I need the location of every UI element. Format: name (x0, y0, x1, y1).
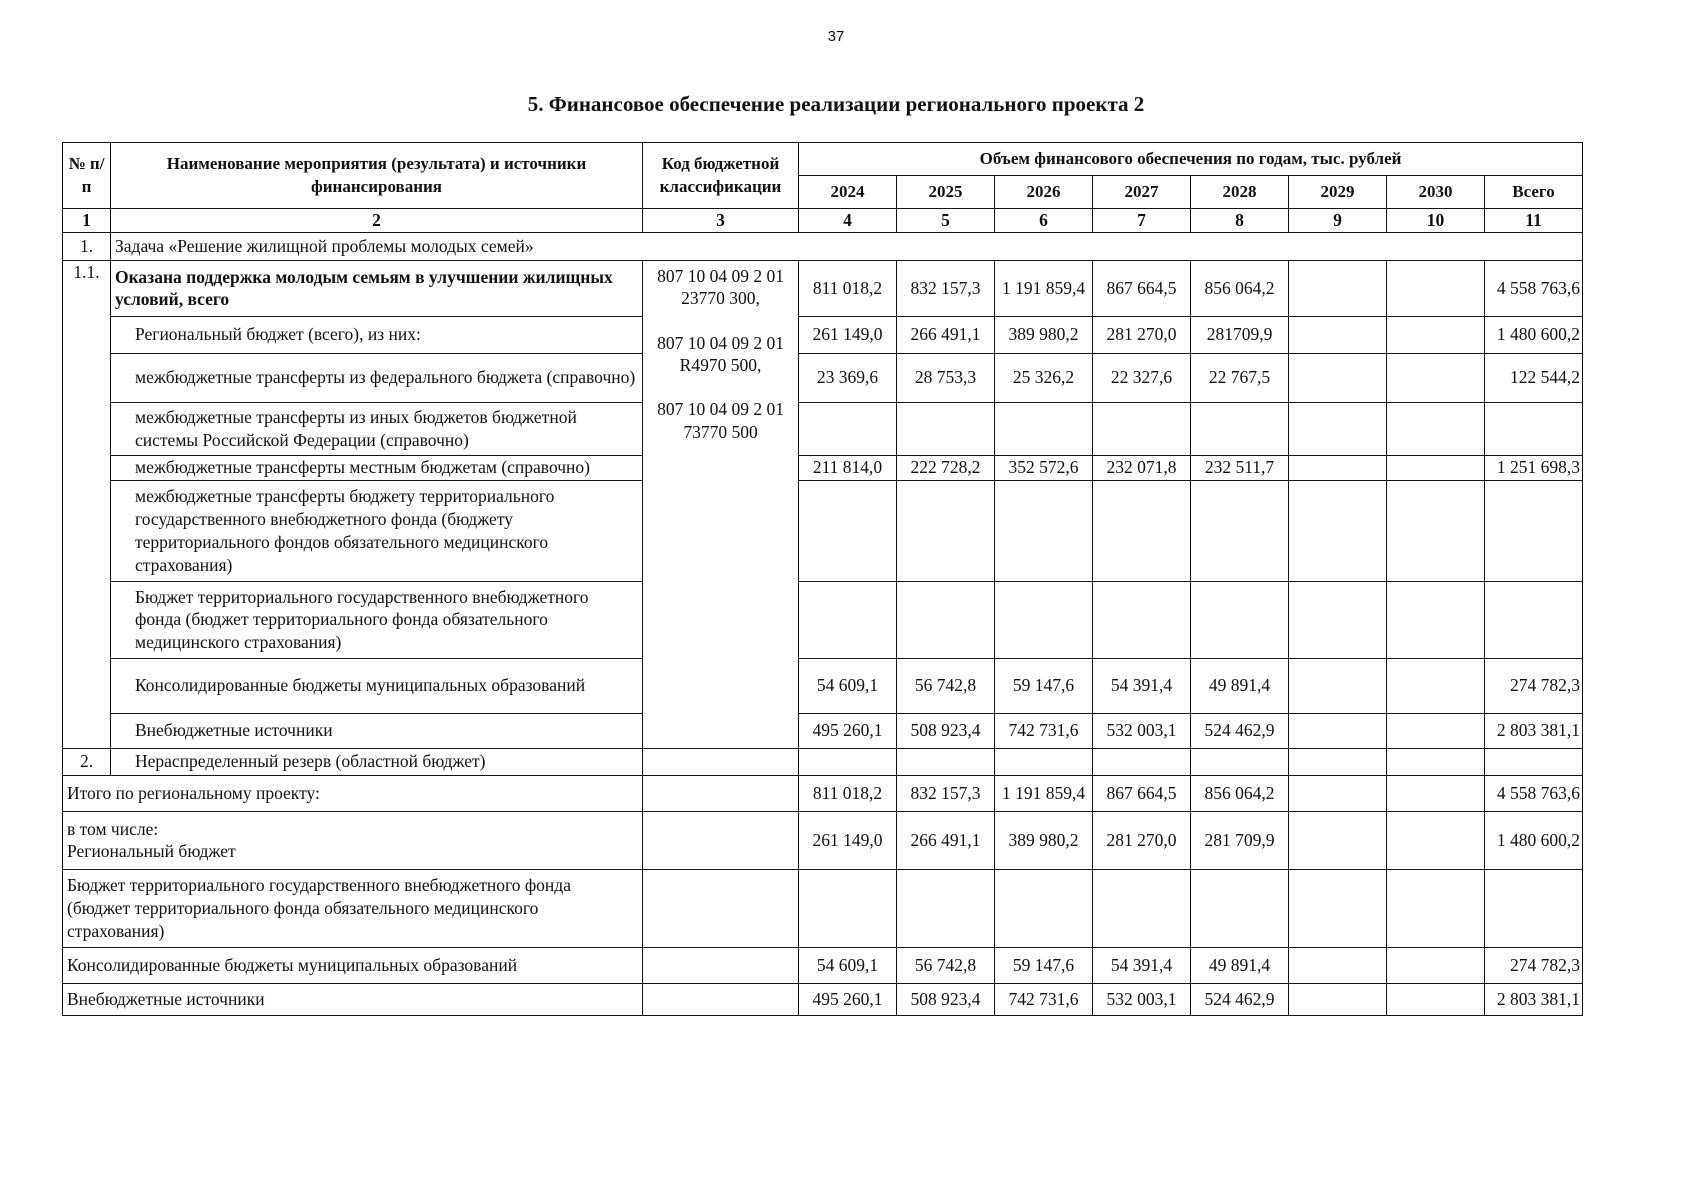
value-cell (1191, 480, 1289, 581)
value-cell: 832 157,3 (897, 775, 995, 811)
value-cell (1387, 869, 1485, 947)
column-number: 8 (1191, 209, 1289, 233)
value-cell (1289, 455, 1387, 480)
value-cell: 54 391,4 (1093, 658, 1191, 713)
value-cell: 22 767,5 (1191, 353, 1289, 402)
value-cell (799, 480, 897, 581)
value-cell (995, 869, 1093, 947)
value-cell: 1 191 859,4 (995, 775, 1093, 811)
value-cell (897, 581, 995, 658)
value-cell: 54 609,1 (799, 947, 897, 983)
value-cell (1191, 402, 1289, 455)
total-name-line: в том числе: (67, 818, 159, 839)
row-name: межбюджетные трансферты из иных бюджетов бюджетной системы Российской Федерации (справочно) (111, 402, 643, 455)
value-cell: 232 511,7 (1191, 455, 1289, 480)
total-cell: 1 251 698,3 (1485, 455, 1583, 480)
table-row (63, 353, 1583, 402)
value-cell: 281709,9 (1191, 316, 1289, 353)
value-cell: 28 753,3 (897, 353, 995, 402)
total-name: Внебюджетные источники (63, 983, 643, 1015)
column-number: 4 (799, 209, 897, 233)
total-cell: 2 803 381,1 (1485, 713, 1583, 748)
value-cell (1387, 811, 1485, 869)
total-name (63, 811, 643, 869)
value-cell (1289, 811, 1387, 869)
total-cell: 274 782,3 (1485, 947, 1583, 983)
value-cell (1387, 658, 1485, 713)
value-cell: 54 391,4 (1093, 947, 1191, 983)
value-cell: 59 147,6 (995, 947, 1093, 983)
row-name: межбюджетные трансферты местным бюджетам (справочно) (111, 455, 643, 480)
value-cell: 867 664,5 (1093, 260, 1191, 316)
row-name: Консолидированные бюджеты муниципальных образований (111, 658, 643, 713)
value-cell (995, 581, 1093, 658)
value-cell: 811 018,2 (799, 775, 897, 811)
budget-code: 807 10 04 09 2 01 R4970 500, (657, 332, 784, 375)
row-number: 2. (63, 748, 111, 775)
value-cell: 532 003,1 (1093, 983, 1191, 1015)
value-cell: 495 260,1 (799, 713, 897, 748)
value-cell (1289, 658, 1387, 713)
value-cell: 856 064,2 (1191, 775, 1289, 811)
row-number: 1.1. (63, 260, 111, 748)
value-cell (1387, 316, 1485, 353)
value-cell (1289, 869, 1387, 947)
row-number: 1. (63, 232, 111, 260)
table-row (63, 480, 1583, 581)
value-cell: 832 157,3 (897, 260, 995, 316)
value-cell: 281 270,0 (1093, 811, 1191, 869)
total-cell (1485, 480, 1583, 581)
page-number: 37 (827, 28, 845, 45)
total-cell (1485, 402, 1583, 455)
value-cell: 59 147,6 (995, 658, 1093, 713)
column-number: 1 (63, 209, 111, 233)
value-cell: 867 664,5 (1093, 775, 1191, 811)
header-year: 2027 (1093, 176, 1191, 209)
value-cell (1289, 260, 1387, 316)
value-cell (897, 869, 995, 947)
value-cell (1289, 402, 1387, 455)
total-cell: 274 782,3 (1485, 658, 1583, 713)
value-cell: 389 980,2 (995, 811, 1093, 869)
value-cell: 1 191 859,4 (995, 260, 1093, 316)
value-cell: 49 891,4 (1191, 947, 1289, 983)
value-cell: 811 018,2 (799, 260, 897, 316)
value-cell (1289, 353, 1387, 402)
value-cell (1387, 947, 1485, 983)
value-cell: 22 327,6 (1093, 353, 1191, 402)
total-name: Бюджет территориального государственного внебюджетного фонда (бюджет территориального фонда обязательного медицинского страхования) (63, 869, 643, 947)
table-row (63, 581, 1583, 658)
value-cell (995, 480, 1093, 581)
value-cell (1387, 260, 1485, 316)
table-row (63, 402, 1583, 455)
value-cell (897, 480, 995, 581)
value-cell (1289, 316, 1387, 353)
value-cell (1289, 713, 1387, 748)
value-cell (1387, 480, 1485, 581)
column-number: 5 (897, 209, 995, 233)
value-cell: 495 260,1 (799, 983, 897, 1015)
value-cell: 524 462,9 (1191, 983, 1289, 1015)
row-name: Внебюджетные источники (111, 713, 643, 748)
row-name: Региональный бюджет (всего), из них: (111, 316, 643, 353)
value-cell: 222 728,2 (897, 455, 995, 480)
value-cell (1289, 581, 1387, 658)
value-cell (897, 402, 995, 455)
value-cell (1093, 480, 1191, 581)
value-cell: 25 326,2 (995, 353, 1093, 402)
value-cell (799, 581, 897, 658)
value-cell: 524 462,9 (1191, 713, 1289, 748)
column-number: 11 (1485, 209, 1583, 233)
table-row (63, 658, 1583, 713)
value-cell: 49 891,4 (1191, 658, 1289, 713)
total-cell (1485, 869, 1583, 947)
value-cell: 389 980,2 (995, 316, 1093, 353)
value-cell (1093, 402, 1191, 455)
total-name-line: Региональный бюджет (67, 841, 236, 862)
value-cell (1289, 947, 1387, 983)
total-row (63, 775, 1583, 811)
total-cell: 2 803 381,1 (1485, 983, 1583, 1015)
header-volume: Объем финансового обеспечения по годам, тыс. рублей (799, 143, 1583, 176)
total-row (63, 869, 1583, 947)
value-cell: 211 814,0 (799, 455, 897, 480)
column-number: 9 (1289, 209, 1387, 233)
financing-table (62, 142, 1583, 1016)
value-cell (1387, 713, 1485, 748)
header-no: № п/п (63, 143, 111, 209)
header-total: Всего (1485, 176, 1583, 209)
value-cell (1387, 402, 1485, 455)
value-cell: 281 709,9 (1191, 811, 1289, 869)
total-cell (1485, 581, 1583, 658)
total-cell: 4 558 763,6 (1485, 260, 1583, 316)
column-number: 2 (111, 209, 643, 233)
total-row (63, 811, 1583, 869)
value-cell: 54 609,1 (799, 658, 897, 713)
header-year: 2025 (897, 176, 995, 209)
row-name: межбюджетные трансферты бюджету территориального государственного внебюджетного фонда (бюджету территориального фондов обязательного медицинского страхования) (111, 480, 643, 581)
budget-code: 807 10 04 09 2 01 23770 300, (657, 265, 784, 309)
column-number: 7 (1093, 209, 1191, 233)
value-cell (1289, 983, 1387, 1015)
value-cell: 532 003,1 (1093, 713, 1191, 748)
value-cell (799, 402, 897, 455)
value-cell (1387, 775, 1485, 811)
reserve-row (63, 748, 1583, 775)
total-name: Консолидированные бюджеты муниципальных образований (63, 947, 643, 983)
row-name: Нераспределенный резерв (областной бюджет) (111, 748, 643, 775)
value-cell: 281 270,0 (1093, 316, 1191, 353)
value-cell: 261 149,0 (799, 811, 897, 869)
value-cell: 352 572,6 (995, 455, 1093, 480)
column-number: 3 (643, 209, 799, 233)
header-code: Код бюджетной классификации (643, 143, 799, 209)
column-number: 10 (1387, 209, 1485, 233)
value-cell (1093, 869, 1191, 947)
value-cell (1387, 455, 1485, 480)
task-row (63, 232, 1583, 260)
value-cell: 261 149,0 (799, 316, 897, 353)
budget-code: 807 10 04 09 2 01 73770 500 (657, 399, 784, 442)
row-name: Оказана поддержка молодым семьям в улучшении жилищных условий, всего (111, 260, 643, 316)
table-row (63, 713, 1583, 748)
budget-code-cell (643, 260, 799, 748)
row-name: межбюджетные трансферты из федерального бюджета (справочно) (111, 353, 643, 402)
header-year: 2029 (1289, 176, 1387, 209)
column-number: 6 (995, 209, 1093, 233)
table-row (63, 260, 1583, 316)
table-row (63, 455, 1583, 480)
value-cell: 266 491,1 (897, 811, 995, 869)
value-cell (1093, 581, 1191, 658)
value-cell (1191, 581, 1289, 658)
header-year: 2026 (995, 176, 1093, 209)
total-cell: 1 480 600,2 (1485, 316, 1583, 353)
header-year: 2024 (799, 176, 897, 209)
value-cell: 23 369,6 (799, 353, 897, 402)
row-name: Бюджет территориального государственного внебюджетного фонда (бюджет территориального фонда обязательного медицинского страхования) (111, 581, 643, 658)
task-name: Задача «Решение жилищной проблемы молодых семей» (111, 232, 1583, 260)
value-cell (1289, 775, 1387, 811)
value-cell (1387, 581, 1485, 658)
value-cell: 742 731,6 (995, 983, 1093, 1015)
value-cell (1191, 869, 1289, 947)
value-cell: 56 742,8 (897, 658, 995, 713)
column-number-row (63, 209, 1583, 233)
page-title: 5. Финансовое обеспечение реализации регионального проекта 2 (527, 92, 1145, 116)
value-cell: 266 491,1 (897, 316, 995, 353)
value-cell (1387, 983, 1485, 1015)
total-cell: 1 480 600,2 (1485, 811, 1583, 869)
table-row (63, 316, 1583, 353)
header-name: Наименование мероприятия (результата) и источники финансирования (111, 143, 643, 209)
value-cell: 856 064,2 (1191, 260, 1289, 316)
total-cell: 122 544,2 (1485, 353, 1583, 402)
value-cell: 508 923,4 (897, 713, 995, 748)
header-year: 2030 (1387, 176, 1485, 209)
total-row (63, 983, 1583, 1015)
value-cell (799, 869, 897, 947)
header-year: 2028 (1191, 176, 1289, 209)
total-name: Итого по региональному проекту: (63, 775, 643, 811)
total-cell: 4 558 763,6 (1485, 775, 1583, 811)
value-cell: 508 923,4 (897, 983, 995, 1015)
value-cell (1289, 480, 1387, 581)
value-cell: 56 742,8 (897, 947, 995, 983)
value-cell (1387, 353, 1485, 402)
total-row (63, 947, 1583, 983)
value-cell: 232 071,8 (1093, 455, 1191, 480)
value-cell (995, 402, 1093, 455)
value-cell: 742 731,6 (995, 713, 1093, 748)
